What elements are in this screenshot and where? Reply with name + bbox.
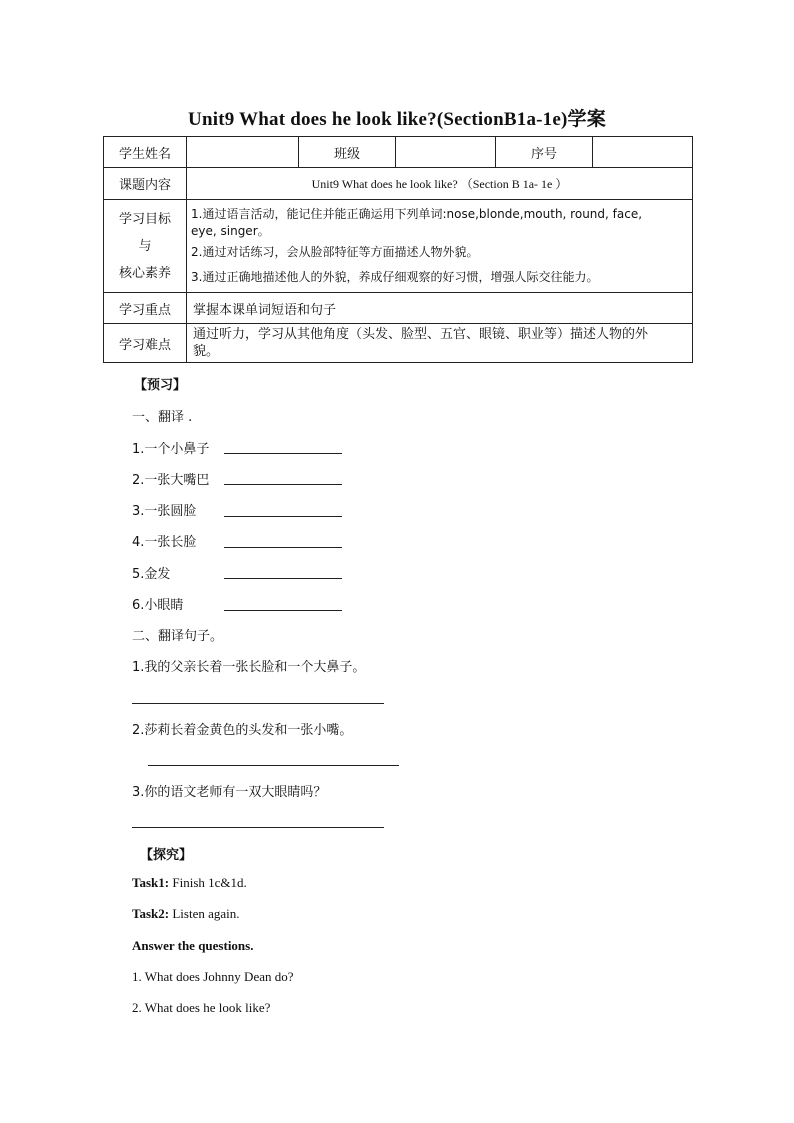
translate-sentences-heading: 二、翻译句子。 [132, 629, 224, 644]
goal-item: 2.通过对话练习，会从脸部特征等方面描述人物外貌。 [191, 245, 479, 259]
number-field[interactable] [593, 137, 693, 168]
task-2 [132, 906, 240, 922]
translate-item: 6.小眼睛 [132, 598, 184, 613]
translate-item: 1.一个小鼻子 [132, 442, 210, 457]
key-points-value: 掌握本课单词短语和句子 [187, 293, 693, 324]
goals-label-line: 与 [138, 238, 152, 254]
task-1 [132, 875, 247, 891]
table-row [104, 168, 693, 200]
explore-heading: 【探究】 [140, 848, 193, 863]
goals-label-line: 学习目标 [118, 211, 171, 227]
sentence-item: 1.我的父亲长着一张长脸和一个大鼻子。 [132, 660, 366, 675]
task-2-text: Listen again. [169, 906, 240, 921]
preview-heading: 【预习】 [134, 378, 187, 393]
difficulty-line: 通过听力，学习从其他角度（头发、脸型、五官、眼镜、职业等）描述人物的外 [193, 327, 649, 342]
task-1-text: Finish 1c&1d. [169, 875, 247, 890]
question-item: 1. What does Johnny Dean do? [132, 969, 294, 984]
task-1-label: Task1: [132, 875, 170, 890]
answer-blank[interactable] [224, 453, 342, 454]
key-points-label: 学习重点 [104, 293, 187, 324]
goals-label [104, 200, 187, 293]
name-field[interactable] [187, 137, 299, 168]
translate-item: 5.金发 [132, 567, 171, 582]
question-item: 2. What does he look like? [132, 1000, 271, 1015]
difficulty-label: 学习难点 [104, 324, 187, 363]
answer-line[interactable] [132, 703, 384, 704]
answer-blank[interactable] [224, 547, 342, 548]
table-row [104, 324, 693, 363]
table-row [104, 200, 693, 293]
goal-item: 3.通过正确地描述他人的外貌，养成仔细观察的好习惯，增强人际交往能力。 [191, 270, 599, 284]
topic-value: Unit9 What does he look like? （Section B 1a- 1e ） [187, 168, 693, 200]
answer-line[interactable] [132, 827, 384, 828]
answer-line[interactable] [148, 765, 399, 766]
difficulty-line: 貌。 [193, 344, 220, 359]
translate-words-heading: 一、翻译 . [132, 410, 193, 425]
goals-label-line: 核心素养 [118, 265, 171, 281]
page-title: Unit9 What does he look like?(SectionB1a-1e)学案 [188, 109, 606, 130]
answer-questions-heading: Answer the questions. [132, 938, 254, 953]
task-2-label: Task2: [132, 906, 170, 921]
translate-item: 3.一张圆脸 [132, 504, 197, 519]
table-row [104, 293, 693, 324]
goal-item: 1.通过语言活动，能记住并能正确运用下列单词:nose,blonde,mouth, round, face, [191, 207, 643, 221]
goals-content [187, 200, 693, 293]
goal-item: eye, singer。 [191, 224, 270, 238]
class-field[interactable] [396, 137, 496, 168]
topic-label: 课题内容 [104, 168, 187, 200]
answer-blank[interactable] [224, 610, 342, 611]
student-info-table [103, 136, 693, 363]
number-label: 序号 [496, 137, 593, 168]
translate-item: 4.一张长脸 [132, 535, 197, 550]
answer-blank[interactable] [224, 516, 342, 517]
answer-blank[interactable] [224, 578, 342, 579]
class-label: 班级 [299, 137, 396, 168]
sentence-item: 2.莎莉长着金黄色的头发和一张小嘴。 [132, 723, 353, 738]
sentence-item: 3.你的语文老师有一双大眼睛吗？ [132, 785, 327, 800]
table-row [104, 137, 693, 168]
translate-item: 2.一张大嘴巴 [132, 473, 210, 488]
difficulty-value [187, 324, 693, 363]
name-label: 学生姓名 [104, 137, 187, 168]
answer-blank[interactable] [224, 484, 342, 485]
